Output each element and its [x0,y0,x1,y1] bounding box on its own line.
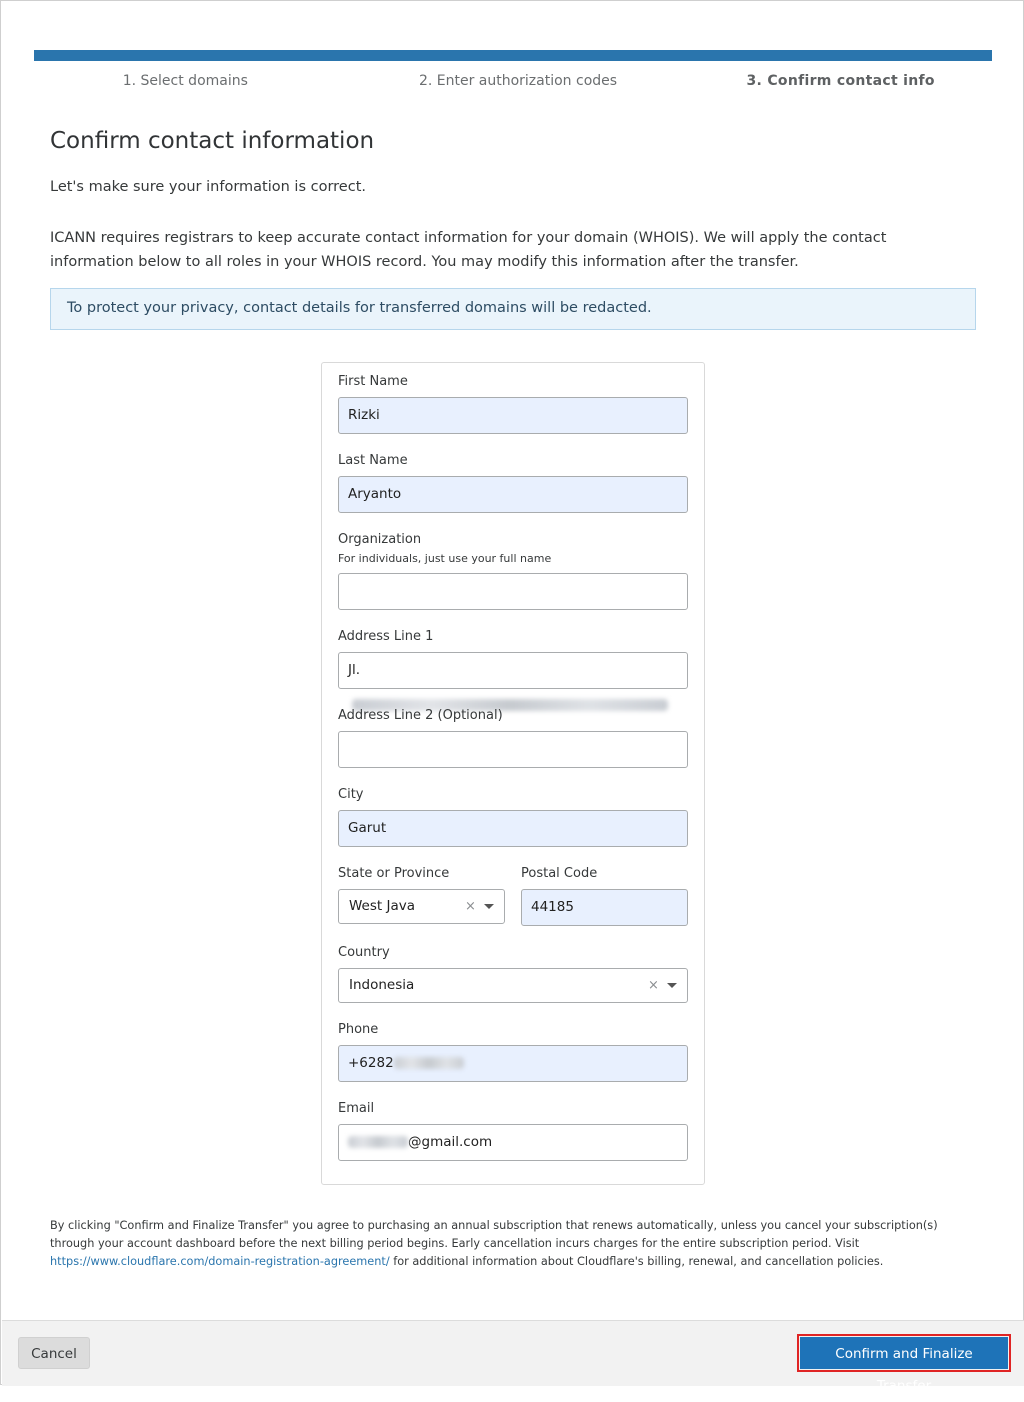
confirm-button-highlight [797,1334,1011,1394]
address2-label: Address Line 2 (Optional) [338,708,503,723]
phone-label: Phone [338,1022,379,1037]
organization-hint: For individuals, just use your full name [338,552,552,565]
redacted-phone [394,1057,464,1069]
city-label: City [338,787,364,802]
redacted-email [348,1136,408,1148]
country-clear-icon[interactable]: × [648,978,659,993]
email-input[interactable] [338,1124,688,1161]
last-name-input[interactable]: Aryanto [338,476,688,513]
state-label: State or Province [338,866,450,881]
organization-input[interactable] [338,573,688,610]
progress-bar [34,50,992,61]
country-label: Country [338,945,390,960]
country-value: Indonesia [349,977,415,993]
state-value: West Java [349,898,415,914]
city-input[interactable]: Garut [338,810,688,847]
last-name-label: Last Name [338,453,408,468]
registration-agreement-link[interactable]: https://www.cloudflare.com/domain-registration-agreement/ [50,1255,390,1268]
confirm-finalize-button[interactable]: Confirm and Finalize Transfer [800,1337,1008,1369]
country-select[interactable] [338,968,688,1003]
legal-text [50,1217,970,1271]
step-select-domains: 1. Select domains [122,73,248,89]
state-select[interactable] [338,889,505,924]
email-value: @gmail.com [408,1134,493,1150]
privacy-notice: To protect your privacy, contact details for transferred domains will be redacted. [50,288,976,330]
organization-label: Organization [338,532,422,547]
cancel-button[interactable]: Cancel [18,1337,90,1369]
postal-label: Postal Code [521,866,598,881]
chevron-down-icon[interactable] [667,983,677,988]
intro-text: Let's make sure your information is correct. [50,179,366,195]
legal-text-after: for additional information about Cloudflare's billing, renewal, and cancellation policies. [389,1255,884,1268]
address1-input[interactable] [338,652,688,689]
chevron-down-icon[interactable] [484,904,494,909]
icann-text: ICANN requires registrars to keep accurate contact information for your domain (WHOIS). We will apply the contact information below to all roles in your WHOIS record. You may modify this information after the transfer. [50,230,887,270]
address2-input[interactable] [338,731,688,768]
email-label: Email [338,1101,375,1116]
first-name-label: First Name [338,374,408,389]
postal-input[interactable]: 44185 [521,889,688,926]
first-name-input[interactable]: Rizki [338,397,688,434]
address1-value: Jl. [348,662,361,678]
page-title: Confirm contact information [50,128,375,154]
phone-input[interactable] [338,1045,688,1082]
step-authorization-codes: 2. Enter authorization codes [418,73,618,89]
step-indicator [34,73,992,89]
address1-label: Address Line 1 [338,629,434,644]
legal-text-before: By clicking "Confirm and Finalize Transfer" you agree to purchasing an annual subscription that renews automatically, unless you cancel your subscription(s) through your account dashboard before the next billing period begins. Early cancellation incurs charges for the entire subscription period. Visit [50,1219,938,1250]
step-confirm-contact: 3. Confirm contact info [746,73,935,89]
phone-value: +6282 [348,1055,394,1071]
state-clear-icon[interactable]: × [465,899,476,914]
